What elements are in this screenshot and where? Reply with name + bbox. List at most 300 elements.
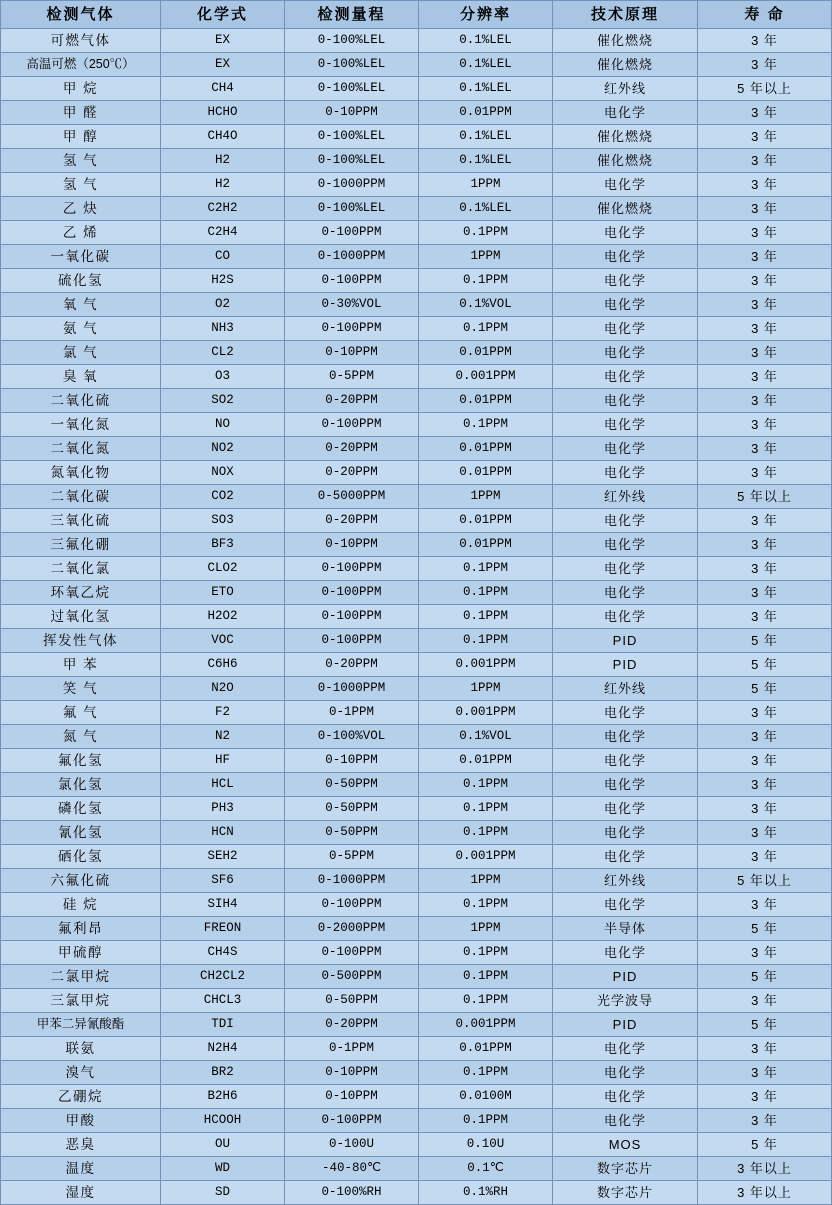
cell-formula: N2O bbox=[161, 677, 285, 701]
cell-life: 3 年 bbox=[698, 941, 832, 965]
cell-resolution: 0.01PPM bbox=[419, 389, 553, 413]
cell-principle: 电化学 bbox=[553, 797, 698, 821]
cell-formula: CHCL3 bbox=[161, 989, 285, 1013]
cell-formula: CO2 bbox=[161, 485, 285, 509]
cell-life: 3 年 bbox=[698, 317, 832, 341]
cell-resolution: 0.1PPM bbox=[419, 941, 553, 965]
cell-principle: 电化学 bbox=[553, 509, 698, 533]
cell-resolution: 0.001PPM bbox=[419, 365, 553, 389]
cell-life: 5 年 bbox=[698, 629, 832, 653]
cell-life: 3 年以上 bbox=[698, 1157, 832, 1181]
cell-gas: 氮 气 bbox=[1, 725, 161, 749]
cell-formula: SD bbox=[161, 1181, 285, 1205]
cell-resolution: 0.001PPM bbox=[419, 653, 553, 677]
cell-resolution: 1PPM bbox=[419, 917, 553, 941]
cell-life: 3 年 bbox=[698, 173, 832, 197]
cell-principle: 电化学 bbox=[553, 341, 698, 365]
cell-resolution: 0.1PPM bbox=[419, 989, 553, 1013]
cell-formula: B2H6 bbox=[161, 1085, 285, 1109]
cell-formula: FREON bbox=[161, 917, 285, 941]
column-header-range: 检测量程 bbox=[285, 1, 419, 29]
cell-principle: 电化学 bbox=[553, 461, 698, 485]
cell-formula: SO3 bbox=[161, 509, 285, 533]
cell-resolution: 0.1%RH bbox=[419, 1181, 553, 1205]
cell-life: 3 年 bbox=[698, 581, 832, 605]
cell-formula: HCOOH bbox=[161, 1109, 285, 1133]
table-header-row bbox=[1, 1, 832, 29]
cell-range: 0-100PPM bbox=[285, 941, 419, 965]
cell-gas: 三氧化硫 bbox=[1, 509, 161, 533]
cell-formula: HCN bbox=[161, 821, 285, 845]
cell-principle: 电化学 bbox=[553, 581, 698, 605]
cell-life: 3 年 bbox=[698, 509, 832, 533]
cell-formula: F2 bbox=[161, 701, 285, 725]
cell-formula: CH4S bbox=[161, 941, 285, 965]
cell-range: 0-20PPM bbox=[285, 461, 419, 485]
cell-gas: 氯化氢 bbox=[1, 773, 161, 797]
cell-formula: O2 bbox=[161, 293, 285, 317]
table-row bbox=[1, 413, 832, 437]
cell-formula: TDI bbox=[161, 1013, 285, 1037]
cell-life: 3 年 bbox=[698, 797, 832, 821]
cell-gas: 环氧乙烷 bbox=[1, 581, 161, 605]
cell-gas: 溴气 bbox=[1, 1061, 161, 1085]
table-row bbox=[1, 149, 832, 173]
cell-gas: 三氯甲烷 bbox=[1, 989, 161, 1013]
cell-range: 0-100%LEL bbox=[285, 77, 419, 101]
cell-gas: 氰化氢 bbox=[1, 821, 161, 845]
table-row bbox=[1, 581, 832, 605]
cell-principle: 电化学 bbox=[553, 1037, 698, 1061]
cell-formula: CO bbox=[161, 245, 285, 269]
cell-range: 0-100PPM bbox=[285, 269, 419, 293]
table-row bbox=[1, 29, 832, 53]
cell-gas: 乙 烯 bbox=[1, 221, 161, 245]
cell-principle: 催化燃烧 bbox=[553, 125, 698, 149]
table-row bbox=[1, 749, 832, 773]
cell-formula: CL2 bbox=[161, 341, 285, 365]
cell-principle: 电化学 bbox=[553, 269, 698, 293]
cell-principle: 红外线 bbox=[553, 77, 698, 101]
cell-range: 0-100U bbox=[285, 1133, 419, 1157]
table-row bbox=[1, 941, 832, 965]
cell-resolution: 1PPM bbox=[419, 245, 553, 269]
cell-formula: H2S bbox=[161, 269, 285, 293]
cell-resolution: 0.1%LEL bbox=[419, 29, 553, 53]
cell-resolution: 0.1PPM bbox=[419, 557, 553, 581]
cell-range: 0-100PPM bbox=[285, 605, 419, 629]
cell-gas: 湿度 bbox=[1, 1181, 161, 1205]
cell-formula: C6H6 bbox=[161, 653, 285, 677]
table-row bbox=[1, 389, 832, 413]
cell-principle: 电化学 bbox=[553, 365, 698, 389]
cell-formula: CH4O bbox=[161, 125, 285, 149]
cell-range: 0-100%LEL bbox=[285, 29, 419, 53]
cell-range: 0-100PPM bbox=[285, 629, 419, 653]
cell-resolution: 0.1%LEL bbox=[419, 197, 553, 221]
cell-gas: 温度 bbox=[1, 1157, 161, 1181]
table-row bbox=[1, 869, 832, 893]
cell-formula: H2 bbox=[161, 173, 285, 197]
cell-resolution: 0.1%VOL bbox=[419, 725, 553, 749]
cell-formula: NO bbox=[161, 413, 285, 437]
table-row bbox=[1, 197, 832, 221]
cell-resolution: 0.1PPM bbox=[419, 413, 553, 437]
cell-gas: 二氧化氮 bbox=[1, 437, 161, 461]
cell-gas: 甲 醛 bbox=[1, 101, 161, 125]
cell-gas: 硒化氢 bbox=[1, 845, 161, 869]
cell-life: 5 年 bbox=[698, 677, 832, 701]
cell-resolution: 0.01PPM bbox=[419, 101, 553, 125]
cell-formula: EX bbox=[161, 53, 285, 77]
table-row bbox=[1, 797, 832, 821]
cell-life: 3 年 bbox=[698, 221, 832, 245]
cell-resolution: 1PPM bbox=[419, 677, 553, 701]
cell-formula: HF bbox=[161, 749, 285, 773]
table-row bbox=[1, 269, 832, 293]
cell-range: 0-10PPM bbox=[285, 341, 419, 365]
cell-resolution: 0.1PPM bbox=[419, 269, 553, 293]
cell-principle: 电化学 bbox=[553, 821, 698, 845]
cell-range: 0-500PPM bbox=[285, 965, 419, 989]
cell-range: 0-10PPM bbox=[285, 101, 419, 125]
cell-range: 0-5PPM bbox=[285, 365, 419, 389]
cell-formula: SO2 bbox=[161, 389, 285, 413]
cell-gas: 氮氧化物 bbox=[1, 461, 161, 485]
cell-principle: 电化学 bbox=[553, 701, 698, 725]
cell-resolution: 1PPM bbox=[419, 869, 553, 893]
cell-resolution: 0.001PPM bbox=[419, 701, 553, 725]
cell-principle: MOS bbox=[553, 1133, 698, 1157]
table-row bbox=[1, 509, 832, 533]
column-header-formula: 化学式 bbox=[161, 1, 285, 29]
cell-principle: 电化学 bbox=[553, 533, 698, 557]
table-row bbox=[1, 533, 832, 557]
cell-life: 3 年 bbox=[698, 245, 832, 269]
cell-principle: PID bbox=[553, 1013, 698, 1037]
cell-gas: 可燃气体 bbox=[1, 29, 161, 53]
cell-resolution: 0.01PPM bbox=[419, 341, 553, 365]
cell-formula: N2 bbox=[161, 725, 285, 749]
cell-resolution: 0.01PPM bbox=[419, 749, 553, 773]
cell-life: 5 年 bbox=[698, 1133, 832, 1157]
cell-life: 3 年 bbox=[698, 533, 832, 557]
cell-formula: C2H4 bbox=[161, 221, 285, 245]
cell-resolution: 0.1PPM bbox=[419, 581, 553, 605]
cell-resolution: 0.1%LEL bbox=[419, 53, 553, 77]
cell-range: 0-1000PPM bbox=[285, 173, 419, 197]
cell-principle: PID bbox=[553, 965, 698, 989]
cell-life: 3 年 bbox=[698, 197, 832, 221]
cell-gas: 二氧化氯 bbox=[1, 557, 161, 581]
cell-principle: 光学波导 bbox=[553, 989, 698, 1013]
cell-gas: 磷化氢 bbox=[1, 797, 161, 821]
cell-principle: 电化学 bbox=[553, 317, 698, 341]
table-row bbox=[1, 437, 832, 461]
cell-formula: CH4 bbox=[161, 77, 285, 101]
cell-resolution: 1PPM bbox=[419, 485, 553, 509]
cell-life: 3 年 bbox=[698, 845, 832, 869]
cell-range: 0-5000PPM bbox=[285, 485, 419, 509]
cell-life: 5 年以上 bbox=[698, 485, 832, 509]
cell-life: 5 年 bbox=[698, 917, 832, 941]
cell-range: 0-30%VOL bbox=[285, 293, 419, 317]
cell-formula: PH3 bbox=[161, 797, 285, 821]
cell-formula: O3 bbox=[161, 365, 285, 389]
table-row bbox=[1, 485, 832, 509]
table-row bbox=[1, 221, 832, 245]
table-row bbox=[1, 701, 832, 725]
cell-principle: 电化学 bbox=[553, 389, 698, 413]
cell-principle: 电化学 bbox=[553, 749, 698, 773]
table-row bbox=[1, 77, 832, 101]
column-header-resolution: 分辨率 bbox=[419, 1, 553, 29]
cell-principle: 电化学 bbox=[553, 845, 698, 869]
cell-gas: 甲 苯 bbox=[1, 653, 161, 677]
cell-range: -40-80℃ bbox=[285, 1157, 419, 1181]
cell-formula: BR2 bbox=[161, 1061, 285, 1085]
cell-resolution: 0.1PPM bbox=[419, 1109, 553, 1133]
cell-resolution: 0.1PPM bbox=[419, 965, 553, 989]
cell-life: 3 年 bbox=[698, 1037, 832, 1061]
cell-formula: SEH2 bbox=[161, 845, 285, 869]
cell-resolution: 0.1PPM bbox=[419, 317, 553, 341]
cell-principle: 电化学 bbox=[553, 1085, 698, 1109]
cell-range: 0-100%LEL bbox=[285, 149, 419, 173]
table-row bbox=[1, 125, 832, 149]
cell-principle: 催化燃烧 bbox=[553, 197, 698, 221]
cell-life: 3 年 bbox=[698, 437, 832, 461]
cell-principle: 电化学 bbox=[553, 557, 698, 581]
cell-range: 0-20PPM bbox=[285, 389, 419, 413]
cell-resolution: 0.1℃ bbox=[419, 1157, 553, 1181]
cell-gas: 恶臭 bbox=[1, 1133, 161, 1157]
table-header bbox=[1, 1, 832, 29]
cell-principle: 电化学 bbox=[553, 941, 698, 965]
table-row bbox=[1, 101, 832, 125]
cell-gas: 二氧化硫 bbox=[1, 389, 161, 413]
cell-gas: 一氧化氮 bbox=[1, 413, 161, 437]
cell-life: 3 年 bbox=[698, 1061, 832, 1085]
cell-formula: ETO bbox=[161, 581, 285, 605]
cell-resolution: 0.01PPM bbox=[419, 509, 553, 533]
cell-gas: 一氧化碳 bbox=[1, 245, 161, 269]
cell-life: 5 年 bbox=[698, 653, 832, 677]
cell-formula: SF6 bbox=[161, 869, 285, 893]
cell-life: 3 年 bbox=[698, 1085, 832, 1109]
cell-life: 3 年 bbox=[698, 773, 832, 797]
table-row bbox=[1, 1061, 832, 1085]
cell-formula: SIH4 bbox=[161, 893, 285, 917]
cell-range: 0-100PPM bbox=[285, 581, 419, 605]
cell-range: 0-100%RH bbox=[285, 1181, 419, 1205]
cell-resolution: 0.001PPM bbox=[419, 845, 553, 869]
table-row bbox=[1, 965, 832, 989]
cell-gas: 甲 烷 bbox=[1, 77, 161, 101]
cell-formula: WD bbox=[161, 1157, 285, 1181]
cell-range: 0-10PPM bbox=[285, 533, 419, 557]
table-row bbox=[1, 53, 832, 77]
table-row bbox=[1, 1085, 832, 1109]
cell-gas: 氧 气 bbox=[1, 293, 161, 317]
cell-life: 5 年 bbox=[698, 965, 832, 989]
cell-range: 0-1000PPM bbox=[285, 677, 419, 701]
cell-principle: 电化学 bbox=[553, 605, 698, 629]
cell-gas: 硫化氢 bbox=[1, 269, 161, 293]
cell-range: 0-100%VOL bbox=[285, 725, 419, 749]
cell-range: 0-100PPM bbox=[285, 557, 419, 581]
cell-principle: 红外线 bbox=[553, 485, 698, 509]
cell-gas: 过氧化氢 bbox=[1, 605, 161, 629]
cell-resolution: 0.1%LEL bbox=[419, 149, 553, 173]
cell-resolution: 0.01PPM bbox=[419, 1037, 553, 1061]
cell-range: 0-2000PPM bbox=[285, 917, 419, 941]
cell-resolution: 0.1%LEL bbox=[419, 77, 553, 101]
cell-range: 0-20PPM bbox=[285, 1013, 419, 1037]
cell-gas: 乙硼烷 bbox=[1, 1085, 161, 1109]
cell-life: 3 年 bbox=[698, 101, 832, 125]
cell-life: 3 年 bbox=[698, 605, 832, 629]
cell-life: 5 年以上 bbox=[698, 77, 832, 101]
cell-life: 3 年以上 bbox=[698, 1181, 832, 1205]
cell-principle: 数字芯片 bbox=[553, 1181, 698, 1205]
table-body bbox=[1, 29, 832, 1205]
cell-life: 3 年 bbox=[698, 749, 832, 773]
cell-principle: 电化学 bbox=[553, 1061, 698, 1085]
cell-life: 3 年 bbox=[698, 341, 832, 365]
cell-range: 0-50PPM bbox=[285, 797, 419, 821]
table-row bbox=[1, 341, 832, 365]
cell-gas: 硅 烷 bbox=[1, 893, 161, 917]
table-row bbox=[1, 173, 832, 197]
cell-resolution: 0.1PPM bbox=[419, 893, 553, 917]
table-row bbox=[1, 1157, 832, 1181]
table-row bbox=[1, 293, 832, 317]
table-row bbox=[1, 317, 832, 341]
cell-life: 3 年 bbox=[698, 461, 832, 485]
table-row bbox=[1, 989, 832, 1013]
cell-range: 0-100PPM bbox=[285, 317, 419, 341]
table-row bbox=[1, 1133, 832, 1157]
cell-resolution: 0.1%VOL bbox=[419, 293, 553, 317]
cell-resolution: 0.01PPM bbox=[419, 533, 553, 557]
cell-gas: 氯 气 bbox=[1, 341, 161, 365]
cell-principle: 红外线 bbox=[553, 677, 698, 701]
cell-resolution: 0.1PPM bbox=[419, 1061, 553, 1085]
column-header-gas: 检测气体 bbox=[1, 1, 161, 29]
table-row bbox=[1, 1013, 832, 1037]
cell-gas: 六氟化硫 bbox=[1, 869, 161, 893]
cell-principle: 催化燃烧 bbox=[553, 149, 698, 173]
cell-life: 3 年 bbox=[698, 293, 832, 317]
cell-life: 3 年 bbox=[698, 413, 832, 437]
cell-principle: 电化学 bbox=[553, 413, 698, 437]
cell-gas: 氟利昂 bbox=[1, 917, 161, 941]
cell-principle: 数字芯片 bbox=[553, 1157, 698, 1181]
column-header-principle: 技术原理 bbox=[553, 1, 698, 29]
cell-resolution: 0.1PPM bbox=[419, 605, 553, 629]
cell-formula: OU bbox=[161, 1133, 285, 1157]
cell-gas: 二氯甲烷 bbox=[1, 965, 161, 989]
cell-range: 0-20PPM bbox=[285, 653, 419, 677]
cell-resolution: 0.1%LEL bbox=[419, 125, 553, 149]
cell-principle: 半导体 bbox=[553, 917, 698, 941]
cell-resolution: 0.001PPM bbox=[419, 1013, 553, 1037]
table-row bbox=[1, 653, 832, 677]
cell-formula: NH3 bbox=[161, 317, 285, 341]
cell-gas: 挥发性气体 bbox=[1, 629, 161, 653]
cell-life: 3 年 bbox=[698, 149, 832, 173]
cell-life: 3 年 bbox=[698, 29, 832, 53]
cell-formula: VOC bbox=[161, 629, 285, 653]
cell-life: 3 年 bbox=[698, 125, 832, 149]
cell-principle: 电化学 bbox=[553, 101, 698, 125]
cell-range: 0-50PPM bbox=[285, 821, 419, 845]
cell-gas: 笑 气 bbox=[1, 677, 161, 701]
cell-gas: 甲 醇 bbox=[1, 125, 161, 149]
cell-formula: CLO2 bbox=[161, 557, 285, 581]
table-row bbox=[1, 917, 832, 941]
cell-gas: 高温可燃（250℃） bbox=[1, 53, 161, 77]
cell-formula: HCHO bbox=[161, 101, 285, 125]
table-row bbox=[1, 893, 832, 917]
cell-range: 0-1000PPM bbox=[285, 245, 419, 269]
table-row bbox=[1, 461, 832, 485]
table-row bbox=[1, 677, 832, 701]
cell-range: 0-100PPM bbox=[285, 1109, 419, 1133]
cell-range: 0-100%LEL bbox=[285, 53, 419, 77]
cell-life: 3 年 bbox=[698, 365, 832, 389]
table-row bbox=[1, 365, 832, 389]
table-row bbox=[1, 1037, 832, 1061]
table-row bbox=[1, 845, 832, 869]
cell-principle: PID bbox=[553, 653, 698, 677]
column-header-life: 寿 命 bbox=[698, 1, 832, 29]
cell-principle: 电化学 bbox=[553, 293, 698, 317]
cell-life: 3 年 bbox=[698, 821, 832, 845]
table-row bbox=[1, 629, 832, 653]
cell-principle: 电化学 bbox=[553, 221, 698, 245]
cell-life: 3 年 bbox=[698, 893, 832, 917]
cell-range: 0-100%LEL bbox=[285, 125, 419, 149]
cell-gas: 三氟化硼 bbox=[1, 533, 161, 557]
cell-formula: BF3 bbox=[161, 533, 285, 557]
cell-life: 5 年以上 bbox=[698, 869, 832, 893]
table-row bbox=[1, 557, 832, 581]
cell-principle: 催化燃烧 bbox=[553, 53, 698, 77]
cell-principle: 催化燃烧 bbox=[553, 29, 698, 53]
cell-life: 3 年 bbox=[698, 725, 832, 749]
cell-formula: CH2CL2 bbox=[161, 965, 285, 989]
table-row bbox=[1, 773, 832, 797]
cell-gas: 甲苯二异氰酸酯 bbox=[1, 1013, 161, 1037]
cell-range: 0-100PPM bbox=[285, 221, 419, 245]
cell-resolution: 0.01PPM bbox=[419, 437, 553, 461]
cell-gas: 氢 气 bbox=[1, 149, 161, 173]
cell-principle: 电化学 bbox=[553, 437, 698, 461]
cell-range: 0-20PPM bbox=[285, 509, 419, 533]
cell-principle: 电化学 bbox=[553, 725, 698, 749]
cell-principle: 红外线 bbox=[553, 869, 698, 893]
cell-formula: N2H4 bbox=[161, 1037, 285, 1061]
cell-resolution: 1PPM bbox=[419, 173, 553, 197]
table-row bbox=[1, 1181, 832, 1205]
cell-range: 0-1PPM bbox=[285, 1037, 419, 1061]
cell-life: 3 年 bbox=[698, 389, 832, 413]
cell-gas: 氟化氢 bbox=[1, 749, 161, 773]
cell-life: 3 年 bbox=[698, 269, 832, 293]
cell-life: 3 年 bbox=[698, 989, 832, 1013]
